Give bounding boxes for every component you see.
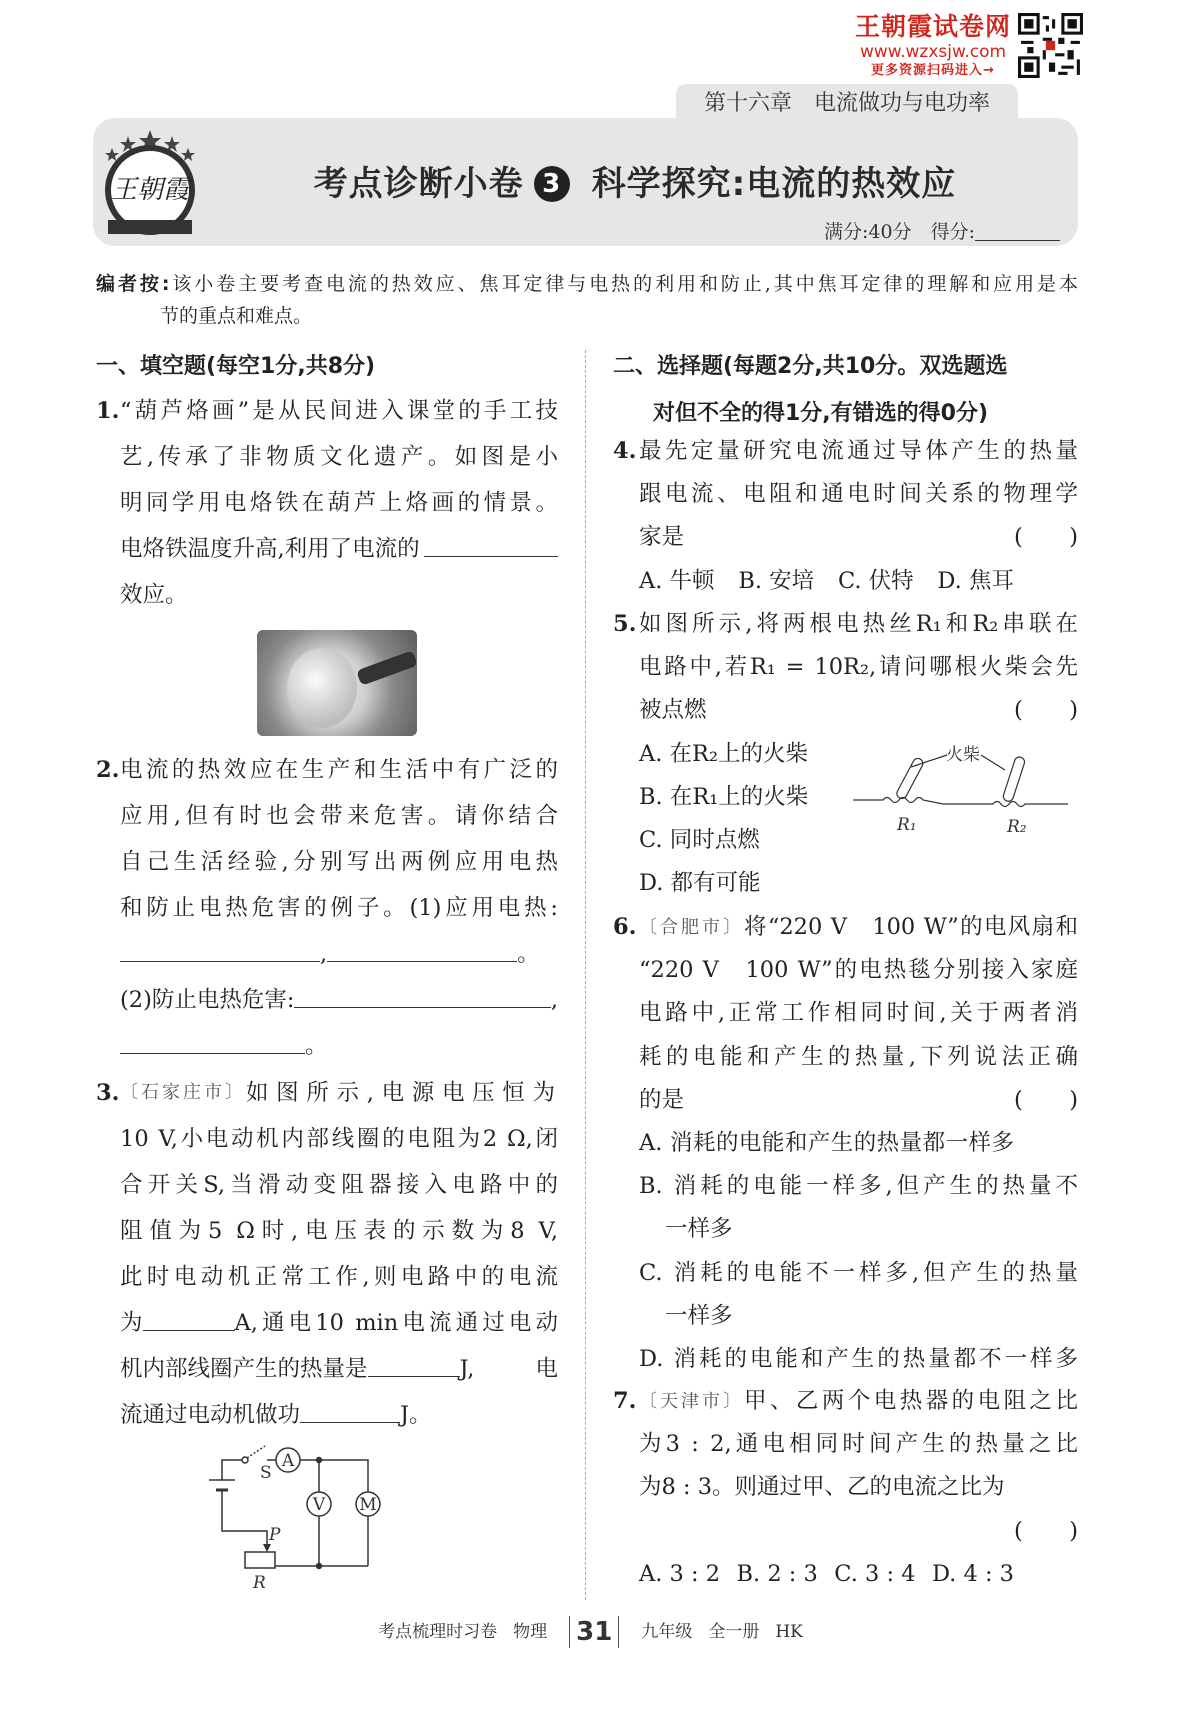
- question-line: 被点燃: [639, 697, 707, 724]
- title-part-a: 考点诊断小卷: [313, 164, 524, 204]
- match-r1-icon: [895, 757, 924, 801]
- question-line: 电路中,若R₁ = 10R₂,请问哪根火柴会先: [639, 654, 1078, 681]
- question-line: 应用,但有时也会带来危害。请你结合: [120, 803, 558, 829]
- column-divider: [585, 350, 586, 1600]
- question-line: 阻值为5 Ω时,电压表的示数为8 V,: [120, 1218, 558, 1244]
- match-r2-icon: [1002, 756, 1026, 803]
- question-text: 为: [120, 1310, 143, 1336]
- note-line: 节的重点和难点。: [160, 305, 313, 327]
- note-line: 该小卷主要考查电流的热效应、焦耳定律与电热的利用和防止,其中焦耳定律的理解和应用是本: [169, 273, 1078, 295]
- note-label: 编者按:: [96, 273, 170, 295]
- brand-more: 更多资源扫码进入→: [871, 63, 995, 78]
- chapter-tab: 第十六章 电流做功与电功率: [676, 84, 1018, 124]
- question-line: 将“220 V 100 W”的电风扇和: [744, 914, 1078, 940]
- editor-note: [96, 268, 1078, 332]
- rheostat-label: R: [253, 1573, 266, 1593]
- question-text: 流通过电动机做功: [120, 1402, 301, 1428]
- option-b[interactable]: B. 在R₁上的火柴: [639, 783, 809, 810]
- r2-label: R₂: [1007, 817, 1027, 837]
- title-part-b: 科学探究:电流的热效应: [591, 164, 957, 204]
- score-blank[interactable]: [975, 222, 1060, 241]
- question-4: [613, 430, 1078, 603]
- publisher-emblem-icon: [100, 128, 200, 240]
- question-text: J,电: [459, 1356, 558, 1382]
- option-b[interactable]: B. 安培: [738, 567, 815, 594]
- question-number: 1.: [96, 398, 120, 424]
- answer-blank[interactable]: [120, 1023, 305, 1054]
- question-line: 最先定量研究电流通过导体产生的热量: [639, 438, 1078, 464]
- option-b[interactable]: B. 消耗的电能一样多,但产生的热量不: [639, 1173, 1078, 1200]
- answer-blank[interactable]: [424, 526, 558, 557]
- match-heating-wire-diagram: [853, 742, 1068, 842]
- question-3: [96, 1070, 558, 1438]
- footer-edition: HK: [775, 1622, 803, 1642]
- punct: ,: [320, 941, 328, 967]
- source-tag: 〔合肥市〕: [639, 917, 744, 938]
- voltmeter-label: V: [312, 1495, 326, 1515]
- question-line: 此时电动机正常工作,则电路中的电流: [120, 1264, 558, 1290]
- question-line: 电烙铁温度升高,利用了电流的: [120, 536, 420, 562]
- svg-text:王朝霞: 王朝霞: [110, 175, 190, 205]
- full-score: 满分:40分: [823, 221, 912, 243]
- footer-book: 考点梳理时习卷: [378, 1622, 498, 1642]
- option-a[interactable]: A. 3 : 2: [639, 1560, 721, 1587]
- question-1: [96, 388, 558, 618]
- option-d[interactable]: D. 焦耳: [937, 567, 1014, 594]
- answer-blank[interactable]: [368, 1346, 460, 1377]
- footer-grade: 九年级: [641, 1622, 693, 1642]
- question-line: 电流的热效应在生产和生活中有广泛的: [120, 757, 558, 783]
- option-c[interactable]: C. 同时点燃: [639, 826, 760, 853]
- circled-number: 3: [534, 166, 570, 202]
- question-number: 4.: [613, 438, 637, 464]
- answer-paren[interactable]: ( ): [1014, 1517, 1078, 1544]
- question-number: 3.: [96, 1080, 120, 1106]
- motor-label: M: [359, 1495, 377, 1515]
- answer-blank[interactable]: [327, 931, 517, 962]
- slider-label: P: [269, 1525, 281, 1545]
- page-footer: [0, 1616, 1181, 1648]
- question-text: J。: [400, 1402, 432, 1428]
- brand-url[interactable]: www.wzxsjw.com: [859, 42, 1007, 62]
- section-fill-in: 一、填空题(每空1分,共8分): [96, 354, 376, 379]
- heating-wires: [853, 798, 1068, 807]
- answer-blank[interactable]: [294, 977, 550, 1008]
- answer-paren[interactable]: ( ): [1014, 1086, 1078, 1113]
- question-line: 如图所示,电源电压恒为: [246, 1080, 558, 1106]
- question-line: 为3 : 2,通电相同时间产生的热量之比: [639, 1431, 1078, 1458]
- brand-name: 王朝霞试卷网: [854, 12, 1011, 41]
- question-6: [613, 906, 1078, 1381]
- option-b[interactable]: B. 2 : 3: [736, 1560, 818, 1587]
- question-line: 跟电流、电阻和通电时间关系的物理学: [639, 481, 1078, 508]
- question-line: 甲、乙两个电热器的电阻之比: [744, 1388, 1078, 1414]
- punct: 。: [517, 941, 540, 967]
- score-line: [700, 217, 1060, 244]
- question-line: 如图所示,将两根电热丝R₁和R₂串联在: [639, 611, 1078, 637]
- brand-logo: [848, 12, 1018, 80]
- question-text: 机内部线圈产生的热量是: [120, 1356, 368, 1382]
- question-line: 10 V,小电动机内部线圈的电阻为2 Ω,闭: [120, 1126, 558, 1152]
- question-number: 5.: [613, 611, 637, 637]
- question-7: [613, 1380, 1078, 1596]
- option-a[interactable]: A. 消耗的电能和产生的热量都一样多: [639, 1129, 1014, 1156]
- question-line: 家是: [639, 524, 685, 551]
- answer-blank[interactable]: [120, 931, 320, 962]
- question-line: “220 V 100 W”的电热毯分别接入家庭: [639, 957, 1078, 984]
- option-c[interactable]: C. 伏特: [837, 567, 914, 594]
- question-text: A,通电10 min电流通过电动: [234, 1310, 558, 1336]
- battery-icon: [209, 1480, 235, 1490]
- option-a[interactable]: A. 牛顿: [639, 567, 715, 594]
- option-a[interactable]: A. 在R₂上的火柴: [639, 740, 809, 767]
- question-line: “葫芦烙画”是从民间进入课堂的手工技: [120, 398, 558, 424]
- question-number: 2.: [96, 757, 120, 783]
- question-number: 7.: [613, 1388, 637, 1414]
- option-c-cont[interactable]: 一样多: [665, 1302, 733, 1329]
- qr-code-icon[interactable]: [1018, 13, 1083, 78]
- option-d[interactable]: D. 消耗的电能和产生的热量都不一样多: [639, 1345, 1078, 1372]
- gourd-pyrography-photo: [257, 630, 417, 736]
- r1-label: R₁: [897, 815, 917, 835]
- match-label: 火柴: [946, 745, 980, 765]
- switch-lever: [247, 1446, 265, 1458]
- section-choice: [613, 349, 1007, 427]
- wire: [222, 1460, 242, 1480]
- footer-volume: 全一册: [708, 1622, 760, 1642]
- page-title: [200, 156, 1070, 205]
- option-b-cont[interactable]: 一样多: [665, 1216, 733, 1243]
- switch-label: S: [260, 1463, 272, 1483]
- answer-blank[interactable]: [143, 1300, 235, 1331]
- answer-paren[interactable]: ( ): [1014, 697, 1078, 724]
- question-2: [96, 747, 558, 1069]
- page-number: 31: [569, 1616, 619, 1648]
- question-line: 自己生活经验,分别写出两例应用电热: [120, 849, 558, 875]
- source-tag: 〔石家庄市〕: [120, 1082, 246, 1103]
- question-line: 和防止电热危害的例子。(1)应用电热:: [120, 895, 558, 921]
- question-line: 效应。: [120, 582, 188, 608]
- punct: ,: [550, 987, 558, 1013]
- option-d[interactable]: D. 都有可能: [639, 870, 761, 897]
- section-title: 对但不全的得1分,有错选的得0分): [653, 401, 989, 426]
- section-title: 二、选择题(每题2分,共10分。双选题选: [613, 354, 1008, 379]
- question-number: 6.: [613, 914, 637, 940]
- ammeter-label: A: [281, 1451, 295, 1471]
- option-d[interactable]: D. 4 : 3: [931, 1560, 1014, 1587]
- question-line: 为8 : 3。则通过甲、乙的电流之比为: [639, 1474, 1005, 1501]
- rheostat-icon: [245, 1552, 275, 1568]
- question-line: 耗的电能和产生的热量,下列说法正确: [639, 1043, 1078, 1070]
- question-line: 明同学用电烙铁在葫芦上烙画的情景。: [120, 490, 558, 516]
- source-tag: 〔天津市〕: [639, 1391, 744, 1412]
- question-line: 电路中,正常工作相同时间,关于两者消: [639, 1000, 1078, 1027]
- question-line: (2)防止电热危害:: [120, 987, 295, 1013]
- score-label: 得分:: [930, 221, 975, 243]
- footer-subject: 物理: [513, 1622, 548, 1642]
- punct: 。: [305, 1033, 328, 1059]
- option-c[interactable]: C. 消耗的电能不一样多,但产生的热量: [639, 1259, 1078, 1286]
- motor-circuit-diagram: [205, 1440, 415, 1595]
- option-c[interactable]: C. 3 : 4: [834, 1560, 916, 1587]
- answer-paren[interactable]: ( ): [1014, 524, 1078, 551]
- slider-arrow-icon: [263, 1544, 271, 1552]
- question-line: 艺,传承了非物质文化遗产。如图是小: [120, 444, 558, 470]
- question-line: 的是: [639, 1086, 685, 1113]
- answer-blank[interactable]: [300, 1392, 400, 1423]
- question-line: 合开关S,当滑动变阻器接入电路中的: [120, 1172, 558, 1198]
